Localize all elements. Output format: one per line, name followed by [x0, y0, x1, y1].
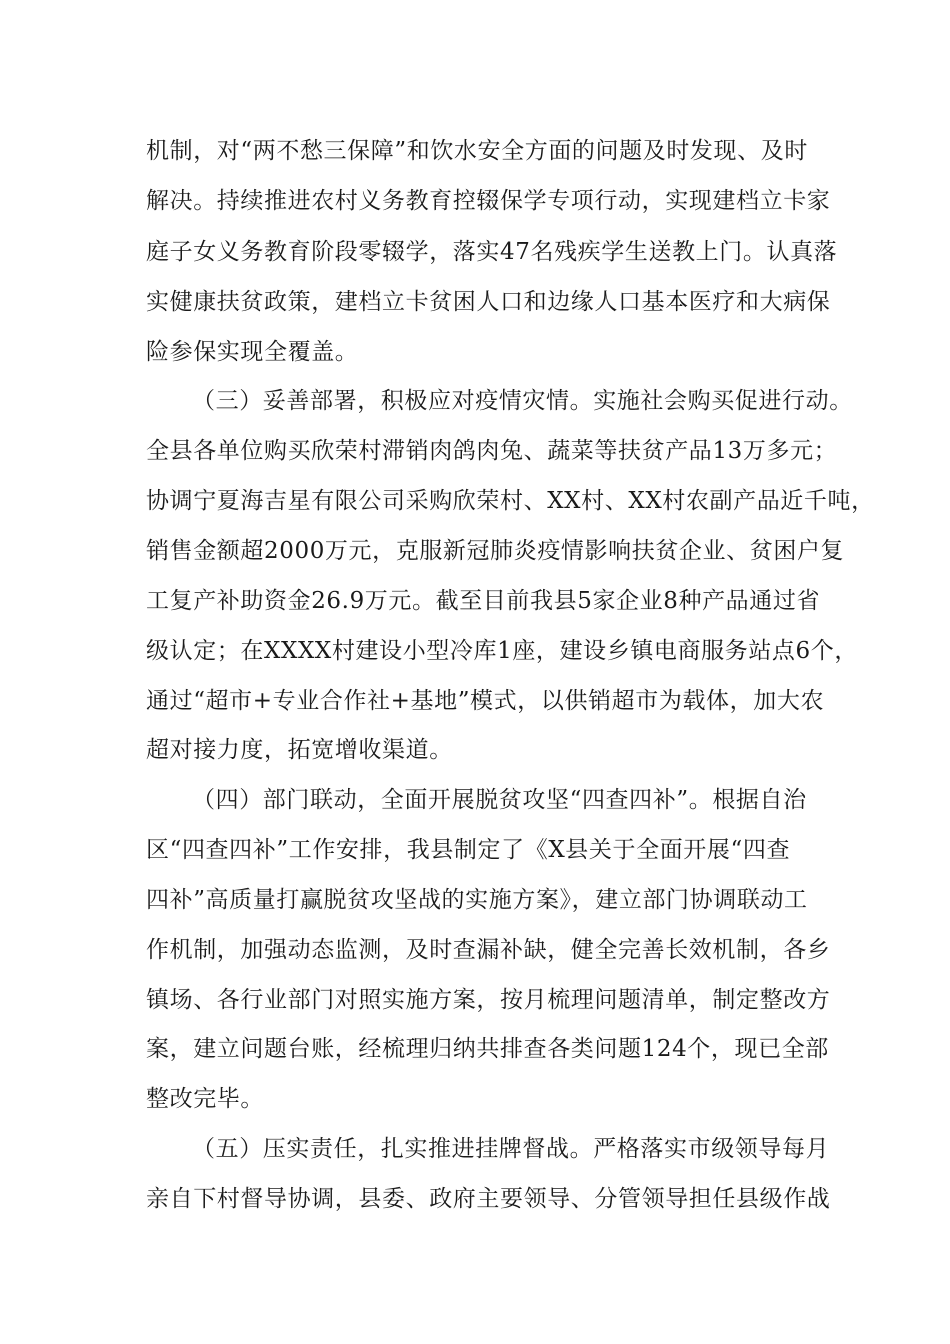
- text-line: 实健康扶贫政策，建档立卡贫困人口和边缘人口基本医疗和大病保: [146, 289, 831, 315]
- text-line: 四补”高质量打赢脱贫攻坚战的实施方案》，建立部门协调联动工: [146, 887, 808, 913]
- text-line: 超对接力度，拓宽增收渠道。: [146, 737, 453, 763]
- text-line: 镇场、各行业部门对照实施方案，按月梳理问题清单，制定整改方: [146, 987, 831, 1013]
- section-heading-line: （三）妥善部署，积极应对疫情灾情。实施社会购买促进行动。: [192, 388, 853, 414]
- text-line: 工复产补助资金26.9万元。截至目前我县5家企业8种产品通过省: [146, 588, 821, 614]
- section-heading-line: （四）部门联动，全面开展脱贫攻坚“四查四补”。根据自治: [192, 787, 807, 813]
- text-line: 庭子女义务教育阶段零辍学，落实47名残疾学生送教上门。认真落: [146, 239, 838, 265]
- section-heading-line: （五）压实责任，扎实推进挂牌督战。严格落实市级领导每月: [192, 1136, 830, 1162]
- text-line: 区“四查四补”工作安排，我县制定了《X县关于全面开展“四查: [146, 837, 791, 863]
- text-line: 整改完毕。: [146, 1086, 264, 1112]
- text-line: 全县各单位购买欣荣村滞销肉鸽肉兔、蔬菜等扶贫产品13万多元；: [146, 438, 838, 464]
- text-line: 机制，对“两不愁三保障”和饮水安全方面的问题及时发现、及时: [146, 138, 808, 164]
- text-line: 销售金额超2000万元，克服新冠肺炎疫情影响扶贫企业、贫困户复: [146, 538, 845, 564]
- text-line: 通过“超市+专业合作社+基地”模式，以供销超市为载体，加大农: [146, 688, 825, 714]
- text-line: 解决。持续推进农村义务教育控辍保学专项行动，实现建档立卡家: [146, 188, 831, 214]
- text-line: 险参保实现全覆盖。: [146, 339, 359, 365]
- text-line: 级认定；在XXXX村建设小型冷库1座，建设乡镇电商服务站点6个，: [146, 638, 858, 664]
- text-line: 亲自下村督导协调，县委、政府主要领导、分管领导担任县级作战: [146, 1186, 831, 1212]
- text-line: 作机制，加强动态监测，及时查漏补缺，健全完善长效机制，各乡: [146, 937, 831, 963]
- text-line: 协调宁夏海吉星有限公司采购欣荣村、XX村、XX村农副产品近千吨，: [146, 488, 875, 514]
- text-line: 案，建立问题台账，经梳理归纳共排查各类问题124个，现已全部: [146, 1036, 829, 1062]
